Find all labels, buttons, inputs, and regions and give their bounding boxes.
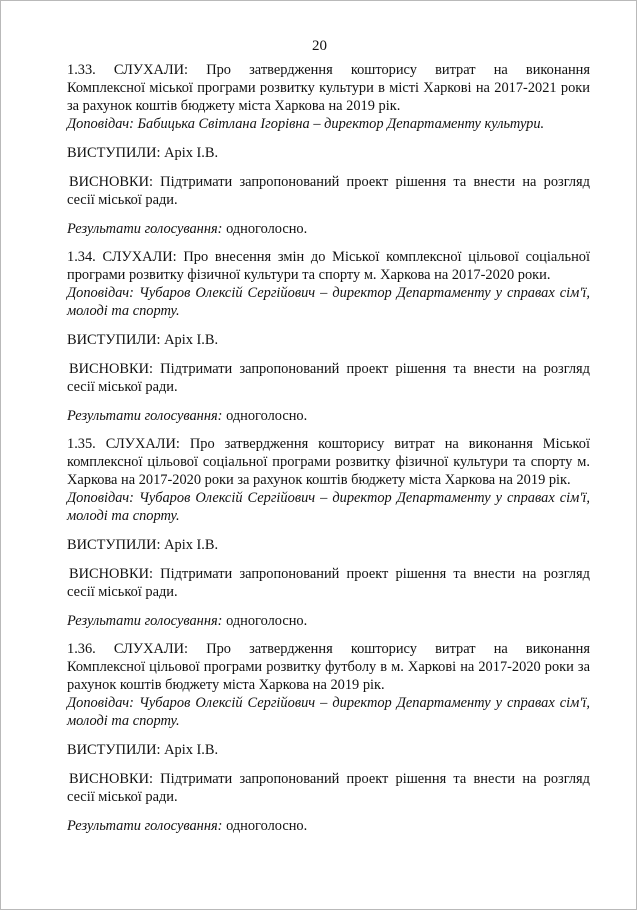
vote-label: Результати голосування: xyxy=(67,613,223,629)
heard-line: 1.33. СЛУХАЛИ: Про затвердження кошторису витрат на виконання xyxy=(67,62,590,78)
vote-result xyxy=(67,407,590,425)
conclusions-text: ВИСНОВКИ: Підтримати запропонований проект рішення та внести на розгляд сесії міської ради. xyxy=(67,361,590,395)
heard-line: 1.36. СЛУХАЛИ: Про затвердження кошторису витрат на виконання xyxy=(67,641,590,657)
spoke-text: ВИСТУПИЛИ: Аріх І.В. xyxy=(67,332,219,348)
speaker-text: Доповідач: Чубаров Олексій Сергійович – директор Департаменту у справах сім'ї, молоді та спорту. xyxy=(67,490,590,524)
spoke-text: ВИСТУПИЛИ: Аріх І.В. xyxy=(67,537,219,553)
conclusions-text: ВИСНОВКИ: Підтримати запропонований проект рішення та внести на розгляд сесії міської ради. xyxy=(67,566,590,600)
agenda-item-1-33 xyxy=(67,61,590,238)
speaker-text: Доповідач: Чубаров Олексій Сергійович – директор Департаменту у справах сім'ї, молоді та спорту. xyxy=(67,285,590,319)
speaker-text: Доповідач: Бабицька Світлана Ігорівна – директор Департаменту культури. xyxy=(67,116,545,132)
heard-text: Комплексної цільової програми розвитку футболу в м. Харкові на 2017-2020 роки за рахунок коштів бюджету міста Харкова на 2019 рік. xyxy=(67,659,590,693)
vote-result xyxy=(67,612,590,630)
heard-text: 1.35. СЛУХАЛИ: Про затвердження кошторису витрат на виконання Міської комплексної цільової соціальної програми розвитку фізичної культури та спорту м. Харкова на 2017-2020 роки за рахунок коштів бюджету міста Харкова на 2019 рік. xyxy=(67,436,590,488)
speaker-text: Доповідач: Чубаров Олексій Сергійович – директор Департаменту у справах сім'ї, молоді та спорту. xyxy=(67,695,590,729)
spoke-text: ВИСТУПИЛИ: Аріх І.В. xyxy=(67,742,219,758)
vote-value: одноголосно. xyxy=(226,408,308,424)
conclusions-text: ВИСНОВКИ: Підтримати запропонований проект рішення та внести на розгляд сесії міської ради. xyxy=(67,174,590,208)
vote-result xyxy=(67,817,590,835)
vote-value: одноголосно. xyxy=(226,221,308,237)
heard-text: Комплексної міської програми розвитку культури в місті Харкові на 2017-2021 роки за рахунок коштів бюджету міста Харкова на 2019 рік. xyxy=(67,80,590,114)
vote-label: Результати голосування: xyxy=(67,818,223,834)
heard-text: 1.34. СЛУХАЛИ: Про внесення змін до Міської комплексної цільової соціальної програми розвитку фізичної культури та спорту м. Харкова на 2017-2020 роки. xyxy=(67,249,590,283)
spoke-text: ВИСТУПИЛИ: Аріх І.В. xyxy=(67,145,219,161)
minutes-content xyxy=(67,61,590,835)
vote-result xyxy=(67,220,590,238)
vote-label: Результати голосування: xyxy=(67,221,223,237)
agenda-item-1-35 xyxy=(67,435,590,630)
vote-label: Результати голосування: xyxy=(67,408,223,424)
conclusions-text: ВИСНОВКИ: Підтримати запропонований проект рішення та внести на розгляд сесії міської ради. xyxy=(67,771,590,805)
page-number: 20 xyxy=(312,38,327,54)
vote-value: одноголосно. xyxy=(226,613,308,629)
vote-value: одноголосно. xyxy=(226,818,308,834)
agenda-item-1-34 xyxy=(67,248,590,425)
agenda-item-1-36 xyxy=(67,640,590,835)
